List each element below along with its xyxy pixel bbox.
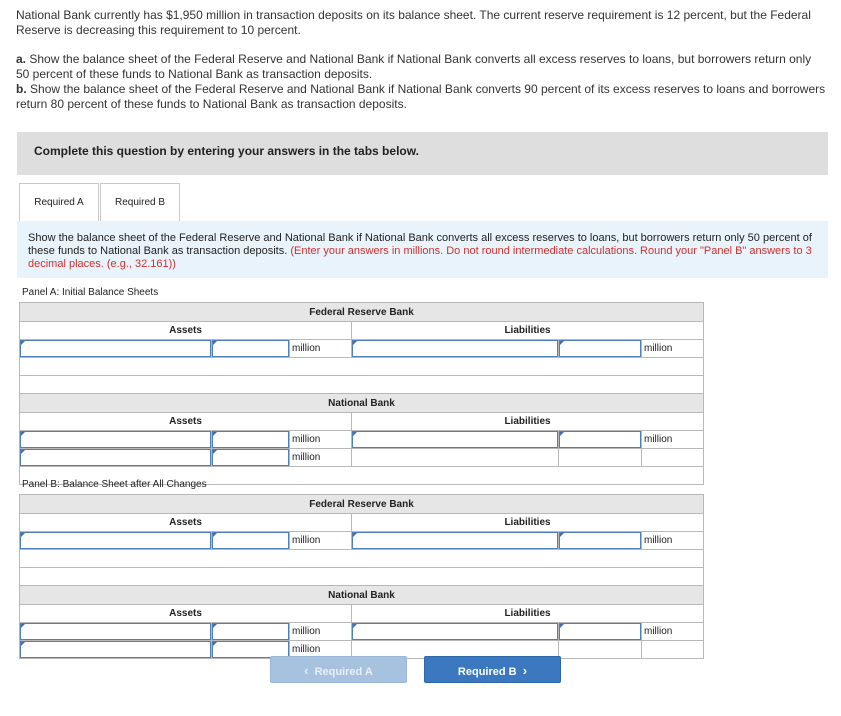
part-b-label: b. [16,82,27,96]
b-nb-asset-1-value-input[interactable] [212,623,289,640]
fed-liability-name-cell [352,340,559,358]
prev-button-label: Required A [314,666,373,678]
panel-b-fed-table [19,494,704,659]
b-fed-liability-value-cell [559,532,642,550]
b-fed-asset-name-cell [20,532,212,550]
unit-label: million [642,532,704,550]
question-part-b [16,82,826,112]
b-nb-asset-1-value-cell [212,623,290,641]
panel-a-fed-table [19,302,704,485]
empty-cell [352,449,559,467]
nb-asset-1-name-cell [20,431,212,449]
question-text [16,8,826,112]
b-fed-liability-name-input[interactable] [352,532,558,549]
nb-liability-name-input[interactable] [352,431,558,448]
liabilities-header: Liabilities [352,514,704,532]
tab-required-b[interactable]: Required B [100,183,180,221]
prev-required-a-button[interactable] [270,656,407,683]
liabilities-header: Liabilities [352,322,704,340]
part-b-text: Show the balance sheet of the Federal Reserve and National Bank if National Bank converts 90 percent of its excess reserves to loans and borrowers return 80 percent of these funds to National Bank as transaction deposits. [16,82,826,111]
unit-label: million [290,623,352,641]
unit-label: million [290,641,352,659]
fed-asset-value-input[interactable] [212,340,289,357]
empty-cell [559,449,642,467]
instruction-note: (Enter your answers in millions. Do not round intermediate calculations. Round your "Panel B" answers to 3 decimal places. (e.g., 32.161)) [28,245,812,270]
nb-asset-1-value-cell [212,431,290,449]
spacer-row [20,568,704,586]
b-nb-liability-name-input[interactable] [352,623,558,640]
fed-asset-name-cell [20,340,212,358]
liabilities-header: Liabilities [352,413,704,431]
nb-asset-1-value-input[interactable] [212,431,289,448]
nb-liability-value-input[interactable] [559,431,641,448]
tab-required-a[interactable]: Required A [19,183,99,221]
b-fed-asset-value-cell [212,532,290,550]
b-nb-asset-1-name-cell [20,623,212,641]
next-button-label: Required B [457,666,517,678]
unit-label: million [642,431,704,449]
b-fed-liability-name-cell [352,532,559,550]
panel-a-label: Panel A: Initial Balance Sheets [22,287,159,298]
unit-label: million [290,449,352,467]
banner-text: Complete this question by entering your answers in the tabs below. [34,144,419,158]
chevron-right-icon: › [522,663,528,678]
nb-asset-2-value-input[interactable] [212,449,289,466]
fed-liability-name-input[interactable] [352,340,558,357]
question-part-a [16,52,826,82]
spacer-row [20,358,704,376]
unit-label: million [290,431,352,449]
part-a-label: a. [16,52,27,66]
assets-header: Assets [20,322,352,340]
unit-label: million [642,623,704,641]
next-required-b-button[interactable] [424,656,561,683]
empty-cell [642,641,704,659]
nb-asset-2-value-cell [212,449,290,467]
nb-asset-1-name-input[interactable] [20,431,211,448]
question-intro: National Bank currently has $1,950 million in transaction deposits on its balance sheet. The current reserve requirement is 12 percent, but the Federal Reserve is decreasing this requirement to 10 percent. [16,8,811,37]
spacer-row [20,376,704,394]
panel-b-label: Panel B: Balance Sheet after All Changes [22,479,207,490]
nb-liability-name-cell [352,431,559,449]
b-nb-liability-value-input[interactable] [559,623,641,640]
panel-a-fed-title: Federal Reserve Bank [20,303,704,322]
part-a-text: Show the balance sheet of the Federal Reserve and National Bank if National Bank converts all excess reserves to loans, but borrowers return only 50 percent of these funds to National Bank as transaction deposits. [16,52,812,81]
panel-a-nb-title: National Bank [20,394,704,413]
chevron-left-icon: ‹ [304,663,309,678]
fed-liability-value-cell [559,340,642,358]
assets-header: Assets [20,413,352,431]
spacer-row [20,550,704,568]
empty-cell [642,449,704,467]
panel-b-nb-title: National Bank [20,586,704,605]
b-nb-liability-name-cell [352,623,559,641]
fed-asset-name-input[interactable] [20,340,211,357]
b-nb-asset-1-name-input[interactable] [20,623,211,640]
panel-b-fed-title: Federal Reserve Bank [20,495,704,514]
empty-cell [559,641,642,659]
unit-label: million [290,532,352,550]
nb-liability-value-cell [559,431,642,449]
nb-asset-2-name-cell [20,449,212,467]
fed-liability-value-input[interactable] [559,340,641,357]
assets-header: Assets [20,514,352,532]
b-fed-asset-name-input[interactable] [20,532,211,549]
fed-asset-value-cell [212,340,290,358]
b-nb-asset-2-name-input[interactable] [20,641,211,658]
nb-asset-2-name-input[interactable] [20,449,211,466]
unit-label: million [290,340,352,358]
b-nb-liability-value-cell [559,623,642,641]
instructions-banner [17,132,828,175]
tab-instruction [17,221,828,278]
b-fed-asset-value-input[interactable] [212,532,289,549]
assets-header: Assets [20,605,352,623]
instruction-text: Show the balance sheet of the Federal Reserve and National Bank if National Bank converts all excess reserves to loans, but borrowers return only 50 percent of these funds to National Bank as transaction deposits. [28,232,812,257]
b-fed-liability-value-input[interactable] [559,532,641,549]
liabilities-header: Liabilities [352,605,704,623]
unit-label: million [642,340,704,358]
b-nb-asset-2-name-cell [20,641,212,659]
